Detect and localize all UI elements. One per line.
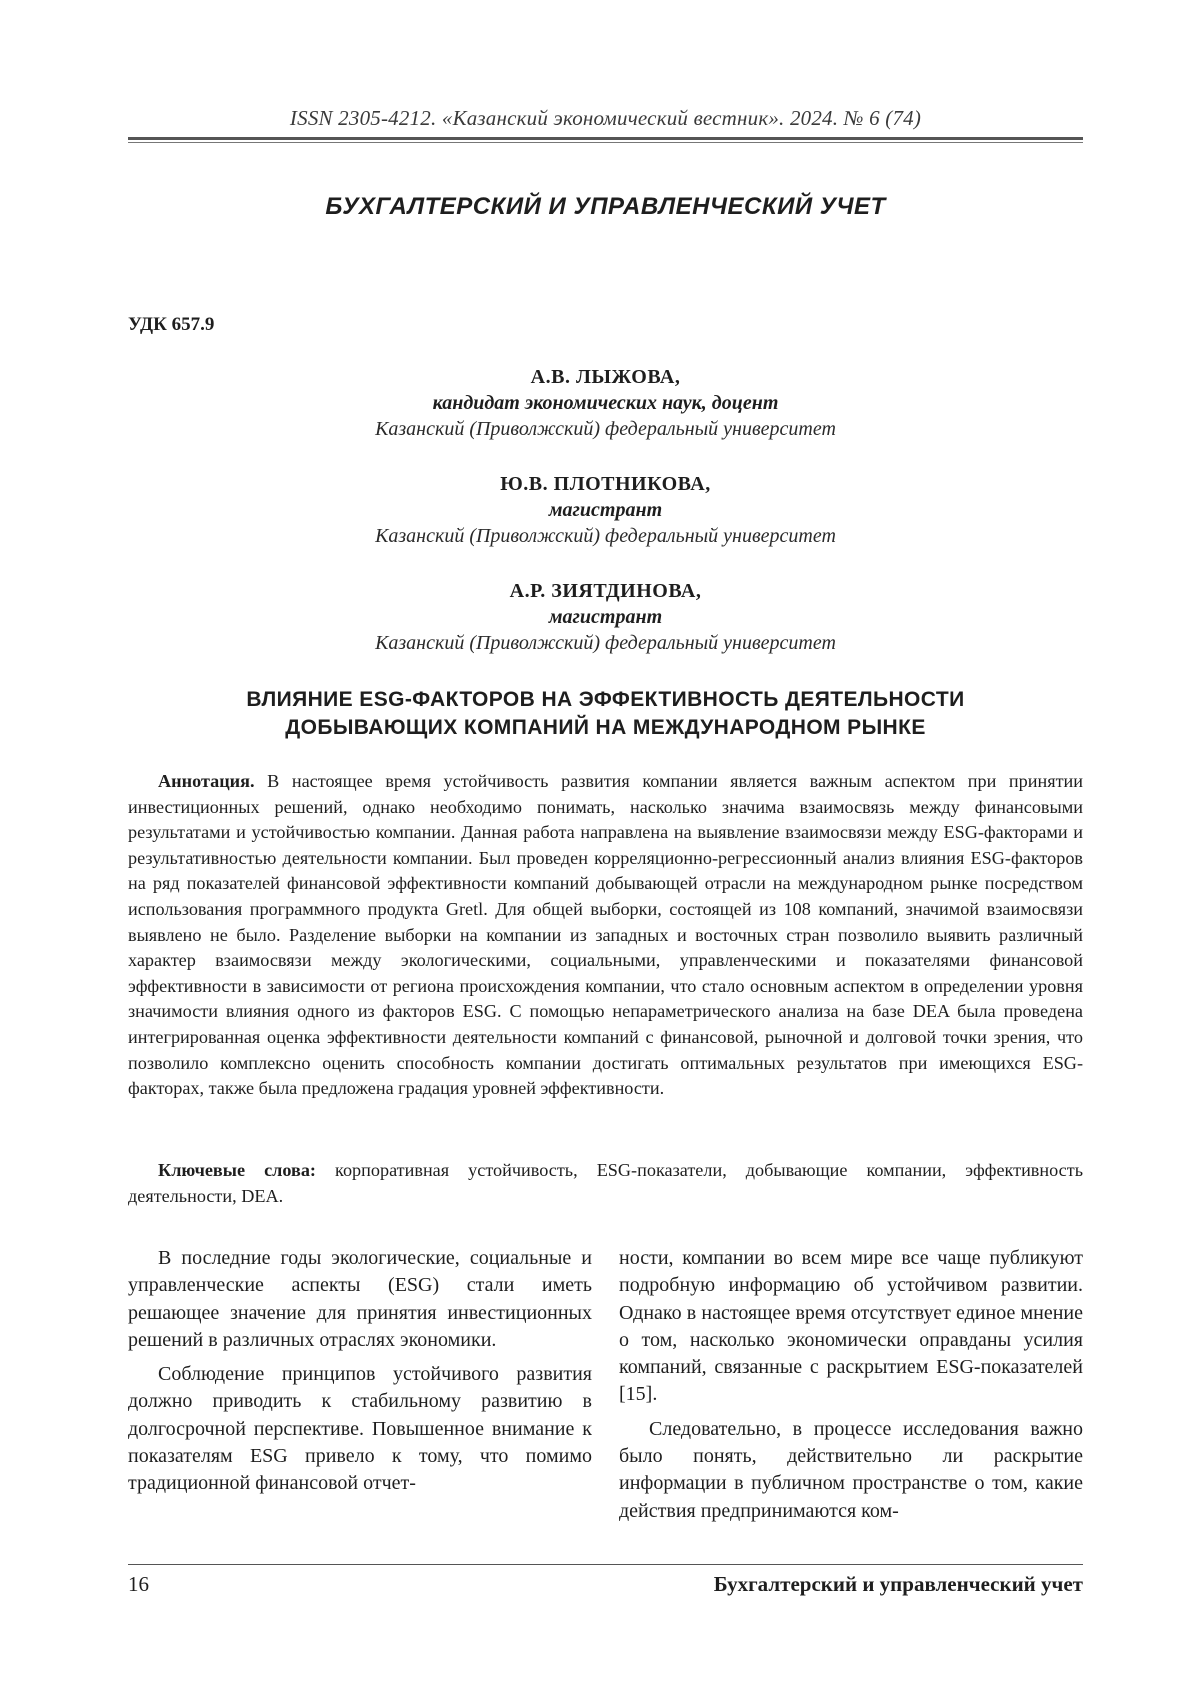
body-paragraph: Соблюдение принципов устойчивого развития должно приводить к стабильному развитию в долгосрочной перспективе. Повышенное внимание к показателям ESG привело к тому, что помимо традиционной финансовой отчет- (128, 1363, 592, 1495)
section-title: БУХГАЛТЕРСКИЙ И УПРАВЛЕНЧЕСКИЙ УЧЕТ (325, 193, 886, 220)
body-column-left (128, 1245, 592, 1505)
abstract-label: Аннотация. (158, 771, 255, 791)
author-name: Ю.В. ПЛОТНИКОВА, (500, 473, 711, 495)
header-rule-thick (128, 137, 1083, 140)
body-paragraph: ности, компании во всем мире все чаще публикуют подробную информацию об устойчивом развитии. Однако в настоящее время отсутствует единое мнение о том, насколько экономически оправданы усилия компаний, связанные с раскрытием ESG-показателей [15]. (619, 1247, 1083, 1406)
running-head: ISSN 2305-4212. «Казанский экономический вестник». 2024. № 6 (74) (289, 106, 922, 130)
article-title (128, 686, 1083, 742)
page-number: 16 (128, 1572, 149, 1596)
author-block-1 (128, 364, 1083, 442)
author-block-3 (128, 578, 1083, 656)
footer-rule (128, 1564, 1083, 1565)
author-affiliation: Казанский (Приволжский) федеральный университет (375, 632, 836, 654)
body-paragraph: Следовательно, в процессе исследования важно было понять, действительно ли раскрытие информации в публичном пространстве о том, какие действия предпринимаются ком- (619, 1417, 1083, 1522)
author-degree: магистрант (548, 499, 663, 521)
keywords (128, 1158, 1083, 1209)
author-affiliation: Казанский (Приволжский) федеральный университет (375, 418, 836, 440)
author-name: А.Р. ЗИЯТДИНОВА, (509, 580, 702, 602)
author-block-2 (128, 471, 1083, 549)
udk-code: УДК 657.9 (128, 314, 215, 335)
footer-section-title: Бухгалтерский и управленческий учет (713, 1572, 1083, 1596)
header-rule-thin (128, 142, 1083, 143)
keywords-text: корпоративная устойчивость, ESG-показатели, добывающие компании, эффективность деятельности, DEA. (128, 1160, 1083, 1206)
author-affiliation: Казанский (Приволжский) федеральный университет (375, 525, 836, 547)
author-name: А.В. ЛЫЖОВА, (530, 366, 681, 388)
body-column-right (619, 1245, 1083, 1532)
author-degree: кандидат экономических наук, доцент (432, 392, 779, 414)
article-title-line-1: ВЛИЯНИЕ ESG-ФАКТОРОВ НА ЭФФЕКТИВНОСТЬ ДЕЯТЕЛЬНОСТИ (246, 688, 965, 711)
article-title-line-2: ДОБЫВАЮЩИХ КОМПАНИЙ НА МЕЖДУНАРОДНОМ РЫНКЕ (285, 716, 926, 739)
abstract-text: В настоящее время устойчивость развития компании является важным аспектом при принятии инвестиционных решений, однако необходимо понимать, насколько значима взаимосвязь между финансовыми результатами и устойчивостью компании. Данная работа направлена на выявление взаимосвязи между ESG-факторами и результативностью деятельности компании. Был проведен корреляционно-регрессионный анализ влияния ESG-факторов на ряд показателей финансовой эффективности компаний добывающей отрасли на международном рынке посредством использования программного продукта Gretl. Для общей выборки, состоящей из 108 компаний, значимой взаимосвязи выявлено не было. Разделение выборки на компании из западных и восточных стран позволило выявить различный характер взаимосвязи между экологическими, социальными, управленческими и показателями финансовой эффективности в зависимости от региона происхождения компании, что стало основным аспектом в определении уровня значимости влияния одного из факторов ESG. С помощью непараметрического анализа на базе DEA была проведена интегрированная оценка эффективности деятельности компаний с финансовой, рыночной и долговой точки зрения, что позволило комплексно оценить способность компании достигать оптимальных результатов при имеющихся ESG-факторах, также была предложена градация уровней эффективности. (128, 771, 1083, 1099)
keywords-label: Ключевые слова: (158, 1160, 316, 1180)
abstract (128, 769, 1083, 1102)
author-degree: магистрант (548, 606, 663, 628)
body-paragraph: В последние годы экологические, социальные и управленческие аспекты (ESG) стали иметь решающее значение для принятия инвестиционных решений в различных отраслях экономики. (128, 1247, 592, 1351)
